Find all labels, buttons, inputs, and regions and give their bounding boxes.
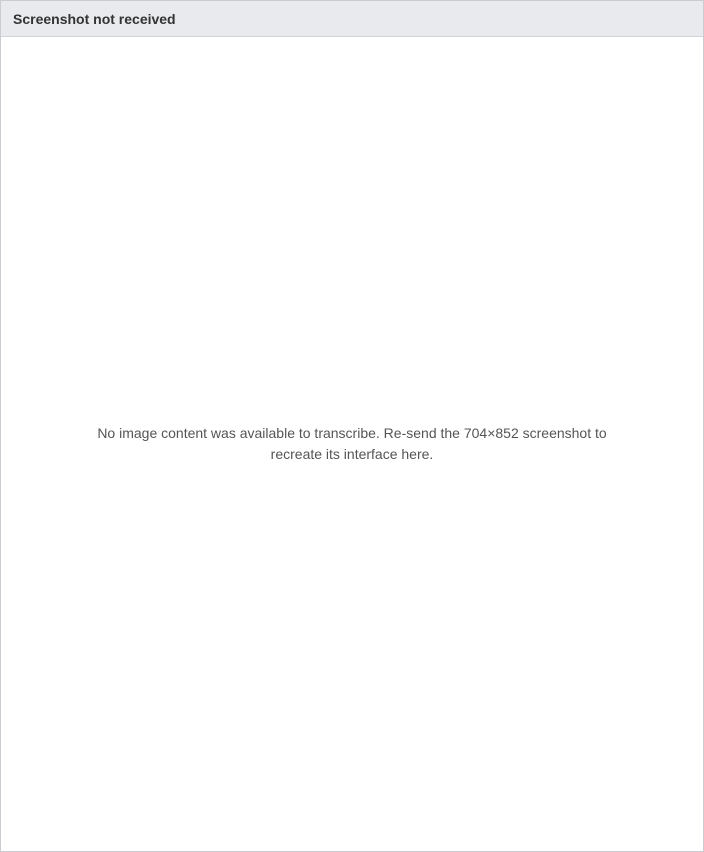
window-title: Screenshot not received (13, 10, 176, 27)
content-area (1, 37, 703, 851)
missing-image-notice: No image content was available to transcribe. Re-send the 704×852 screenshot to recreate its interface here. (97, 425, 607, 462)
title-bar (1, 1, 703, 37)
